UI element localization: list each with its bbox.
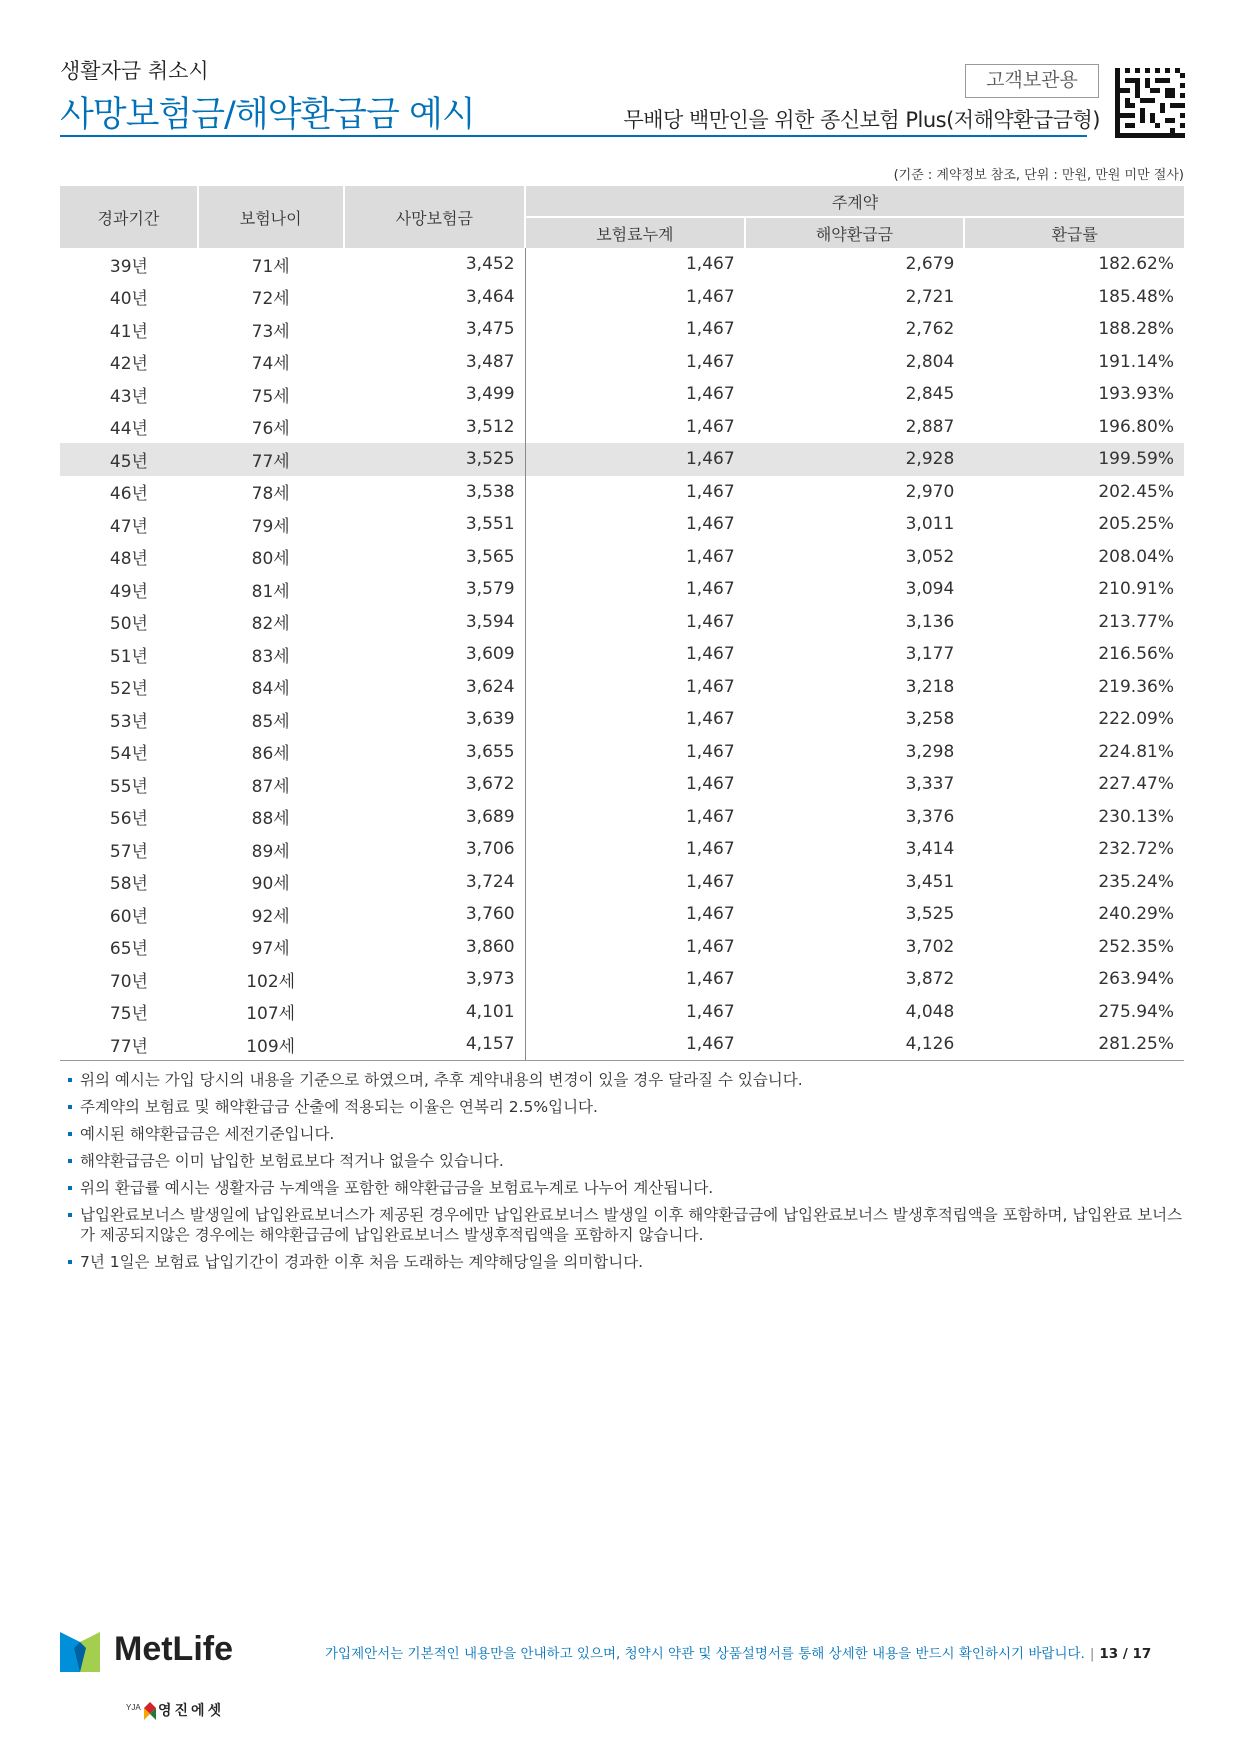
agency-name: 영진에셋	[158, 1703, 225, 1719]
disclaimer-text: 가입제안서는 기본적인 내용만을 안내하고 있으며, 청약시 약관 및 상품설명서를 통해 상세한 내용을 반드시 확인하시기 바랍니다.	[325, 1646, 1085, 1662]
cell-premium-total: 1,467	[685, 351, 735, 372]
cell-surrender-value: 2,721	[905, 286, 955, 307]
table-row	[60, 313, 1184, 346]
metlife-logo-text: MetLife	[114, 1630, 233, 1668]
table-row	[60, 898, 1184, 931]
cell-surrender-value: 2,804	[905, 351, 955, 372]
cell-death-benefit: 3,452	[344, 248, 526, 281]
header-premium-total: 보험료누계	[525, 217, 745, 248]
cell-premium-total: 1,467	[685, 514, 735, 535]
cell-surrender-value: 3,218	[905, 676, 955, 697]
cell-death-benefit: 3,499	[344, 378, 526, 411]
cell-surrender-value: 3,011	[905, 514, 955, 535]
cell-death-benefit: 3,512	[344, 411, 526, 444]
cell-refund-rate: 208.04%	[1098, 546, 1174, 567]
cell-age: 80세	[251, 549, 290, 570]
cell-premium-total: 1,467	[685, 904, 735, 925]
cell-death-benefit: 3,579	[344, 573, 526, 606]
cell-age: 97세	[251, 939, 290, 960]
cell-age: 75세	[251, 386, 290, 407]
header-surrender-value: 해약환급금	[745, 217, 965, 248]
cell-premium-total: 1,467	[685, 871, 735, 892]
note-item: 납입완료보너스 발생일에 납입완료보너스가 제공된 경우에만 납입완료보너스 발생일 이후 해약환급금에 납입완료보너스 발생후적립액을 포함하며, 납입완료 보너스가 제공되지않은 경우에는 해약환급금에 납입완료보너스 발생후적립액을 포함하지 않습니다.	[68, 1205, 1184, 1245]
cell-age: 78세	[251, 484, 290, 505]
cell-surrender-value: 3,258	[905, 709, 955, 730]
table-row	[60, 866, 1184, 899]
cell-death-benefit: 3,860	[344, 931, 526, 964]
cell-premium-total: 1,467	[685, 936, 735, 957]
cell-death-benefit: 3,525	[344, 443, 526, 476]
table-row	[60, 833, 1184, 866]
cell-surrender-value: 2,679	[905, 254, 955, 275]
cell-age: 77세	[198, 443, 344, 476]
note-item: 위의 환급률 예시는 생활자금 누계액을 포함한 해약환급금을 보험료누계로 나누어 계산됩니다.	[68, 1178, 1184, 1198]
cell-age: 74세	[251, 354, 290, 375]
cell-premium-total: 1,467	[685, 644, 735, 665]
cell-age: 107세	[246, 1004, 296, 1025]
cell-surrender-value: 3,177	[905, 644, 955, 665]
cell-refund-rate: 224.81%	[1098, 741, 1174, 762]
cell-refund-rate: 230.13%	[1098, 806, 1174, 827]
cell-refund-rate: 263.94%	[1098, 969, 1174, 990]
cell-period: 49년	[109, 581, 148, 602]
header-period: 경과기간	[60, 186, 198, 248]
table-row	[60, 573, 1184, 606]
cell-death-benefit: 3,689	[344, 801, 526, 834]
cell-premium-total: 1,467	[685, 839, 735, 860]
cell-surrender-value: 3,414	[905, 839, 955, 860]
table-body	[60, 248, 1184, 1061]
cell-premium-total: 1,467	[685, 676, 735, 697]
cell-premium-total: 1,467	[685, 254, 735, 275]
cell-surrender-value: 3,298	[905, 741, 955, 762]
table-row	[60, 346, 1184, 379]
note-item: 7년 1일은 보험료 납입기간이 경과한 이후 처음 도래하는 계약해당일을 의미합니다.	[68, 1252, 1184, 1272]
table-row	[60, 443, 1184, 476]
footer-disclaimer	[325, 1642, 1151, 1662]
cell-death-benefit: 3,464	[344, 281, 526, 314]
cell-period: 75년	[109, 1004, 148, 1025]
cell-premium-total: 1,467	[685, 741, 735, 762]
table-row	[60, 996, 1184, 1029]
table-row	[60, 281, 1184, 314]
cell-age: 73세	[251, 321, 290, 342]
cell-surrender-value: 3,094	[905, 579, 955, 600]
cell-premium-total: 1,467	[525, 443, 745, 476]
cell-age: 85세	[251, 711, 290, 732]
cell-premium-total: 1,467	[685, 319, 735, 340]
cell-refund-rate: 205.25%	[1098, 514, 1174, 535]
cell-refund-rate: 196.80%	[1098, 416, 1174, 437]
cell-surrender-value: 3,525	[905, 904, 955, 925]
cell-refund-rate: 232.72%	[1098, 839, 1174, 860]
cell-period: 56년	[109, 809, 148, 830]
cell-refund-rate: 191.14%	[1098, 351, 1174, 372]
cell-death-benefit: 3,538	[344, 476, 526, 509]
table-row	[60, 736, 1184, 769]
note-item: 해약환급금은 이미 납입한 보험료보다 적거나 없을수 있습니다.	[68, 1151, 1184, 1171]
cell-refund-rate: 193.93%	[1098, 384, 1174, 405]
table-row	[60, 671, 1184, 704]
note-item: 주계약의 보험료 및 해약환급금 산출에 적용되는 이율은 연복리 2.5%입니다.	[68, 1097, 1184, 1117]
cell-refund-rate: 185.48%	[1098, 286, 1174, 307]
cell-age: 76세	[251, 419, 290, 440]
cell-age: 92세	[251, 906, 290, 927]
cell-age: 83세	[251, 646, 290, 667]
table-row	[60, 248, 1184, 281]
table-row	[60, 931, 1184, 964]
table-row	[60, 508, 1184, 541]
page-header	[60, 55, 1184, 140]
cell-surrender-value: 2,928	[745, 443, 965, 476]
cell-refund-rate: 240.29%	[1098, 904, 1174, 925]
cell-premium-total: 1,467	[685, 1001, 735, 1022]
cell-surrender-value: 3,872	[905, 969, 955, 990]
cell-premium-total: 1,467	[525, 1028, 745, 1061]
header-refund-rate: 환급률	[964, 217, 1184, 248]
cell-age: 79세	[251, 516, 290, 537]
cell-age: 82세	[251, 614, 290, 635]
cell-refund-rate: 222.09%	[1098, 709, 1174, 730]
cell-premium-total: 1,467	[685, 481, 735, 502]
cell-death-benefit: 3,639	[344, 703, 526, 736]
cell-death-benefit: 3,475	[344, 313, 526, 346]
cell-premium-total: 1,467	[685, 709, 735, 730]
customer-copy-badge: 고객보관용	[965, 64, 1099, 98]
cell-period: 50년	[109, 614, 148, 635]
datamatrix-code-icon	[1115, 68, 1185, 138]
cell-death-benefit: 3,624	[344, 671, 526, 704]
cell-period: 45년	[60, 443, 198, 476]
cell-period: 43년	[109, 386, 148, 407]
cell-age: 71세	[251, 256, 290, 277]
header-main-contract: 주계약	[525, 186, 1184, 217]
cell-premium-total: 1,467	[685, 416, 735, 437]
benefit-table	[60, 186, 1184, 1061]
cell-period: 48년	[109, 549, 148, 570]
cell-age: 86세	[251, 744, 290, 765]
cell-surrender-value: 4,048	[905, 1001, 955, 1022]
unit-note: (기준 : 계약정보 참조, 단위 : 만원, 만원 미만 절사)	[893, 168, 1184, 183]
cell-death-benefit: 3,973	[344, 963, 526, 996]
table-row	[60, 378, 1184, 411]
cell-surrender-value: 2,845	[905, 384, 955, 405]
agency-mark-text: YJA	[126, 1703, 141, 1712]
cell-premium-total: 1,467	[685, 384, 735, 405]
cell-age: 90세	[251, 874, 290, 895]
cell-age: 102세	[246, 971, 296, 992]
cell-death-benefit: 3,655	[344, 736, 526, 769]
header-death-benefit: 사망보험금	[344, 186, 526, 248]
cell-premium-total: 1,467	[685, 579, 735, 600]
cell-surrender-value: 3,052	[905, 546, 955, 567]
table-row	[60, 476, 1184, 509]
product-name: 무배당 백만인을 위한 종신보험 Plus(저해약환급금형)	[623, 108, 1100, 132]
header-age: 보험나이	[198, 186, 344, 248]
cell-death-benefit: 3,724	[344, 866, 526, 899]
cell-period: 39년	[109, 256, 148, 277]
table-row	[60, 963, 1184, 996]
cell-death-benefit: 4,101	[344, 996, 526, 1029]
cell-death-benefit: 3,565	[344, 541, 526, 574]
cell-period: 57년	[109, 841, 148, 862]
cell-surrender-value: 4,126	[745, 1028, 965, 1061]
cell-refund-rate: 213.77%	[1098, 611, 1174, 632]
cell-premium-total: 1,467	[685, 969, 735, 990]
cell-refund-rate: 188.28%	[1098, 319, 1174, 340]
cell-age: 109세	[198, 1028, 344, 1061]
cell-death-benefit: 3,760	[344, 898, 526, 931]
cell-age: 84세	[251, 679, 290, 700]
cell-surrender-value: 3,136	[905, 611, 955, 632]
notes-list	[68, 1070, 1184, 1279]
cell-refund-rate: 227.47%	[1098, 774, 1174, 795]
cell-age: 89세	[251, 841, 290, 862]
cell-period: 44년	[109, 419, 148, 440]
page-subtitle: 생활자금 취소시	[60, 59, 209, 83]
cell-period: 40년	[109, 289, 148, 310]
cell-premium-total: 1,467	[685, 286, 735, 307]
cell-refund-rate: 182.62%	[1098, 254, 1174, 275]
cell-period: 47년	[109, 516, 148, 537]
cell-premium-total: 1,467	[685, 546, 735, 567]
cell-death-benefit: 3,594	[344, 606, 526, 639]
cell-period: 53년	[109, 711, 148, 732]
cell-period: 70년	[109, 971, 148, 992]
page-number: 13 / 17	[1099, 1646, 1152, 1662]
note-item: 위의 예시는 가입 당시의 내용을 기준으로 하였으며, 추후 계약내용의 변경이 있을 경우 달라질 수 있습니다.	[68, 1070, 1184, 1090]
title-underline	[60, 135, 1087, 137]
cell-death-benefit: 3,551	[344, 508, 526, 541]
cell-period: 77년	[60, 1028, 198, 1061]
cell-period: 52년	[109, 679, 148, 700]
cell-refund-rate: 216.56%	[1098, 644, 1174, 665]
cell-death-benefit: 3,672	[344, 768, 526, 801]
cell-surrender-value: 3,451	[905, 871, 955, 892]
note-item: 예시된 해약환급금은 세전기준입니다.	[68, 1124, 1184, 1144]
table-row	[60, 638, 1184, 671]
cell-age: 88세	[251, 809, 290, 830]
cell-death-benefit: 3,609	[344, 638, 526, 671]
cell-period: 42년	[109, 354, 148, 375]
cell-surrender-value: 2,970	[905, 481, 955, 502]
cell-age: 87세	[251, 776, 290, 797]
cell-period: 58년	[109, 874, 148, 895]
cell-refund-rate: 219.36%	[1098, 676, 1174, 697]
cell-age: 72세	[251, 289, 290, 310]
table-row	[60, 606, 1184, 639]
cell-refund-rate: 252.35%	[1098, 936, 1174, 957]
cell-surrender-value: 3,376	[905, 806, 955, 827]
cell-refund-rate: 202.45%	[1098, 481, 1174, 502]
table-row	[60, 768, 1184, 801]
cell-death-benefit: 3,487	[344, 346, 526, 379]
cell-surrender-value: 2,887	[905, 416, 955, 437]
cell-premium-total: 1,467	[685, 611, 735, 632]
cell-period: 41년	[109, 321, 148, 342]
cell-period: 51년	[109, 646, 148, 667]
cell-period: 55년	[109, 776, 148, 797]
table-row	[60, 411, 1184, 444]
cell-death-benefit: 4,157	[344, 1028, 526, 1061]
page-title: 사망보험금/해약환급금 예시	[60, 95, 475, 135]
table-row	[60, 541, 1184, 574]
footer-separator: |	[1089, 1646, 1095, 1662]
cell-period: 65년	[109, 939, 148, 960]
table-row	[60, 1028, 1184, 1061]
cell-surrender-value: 3,702	[905, 936, 955, 957]
cell-refund-rate: 199.59%	[964, 443, 1184, 476]
cell-refund-rate: 275.94%	[1098, 1001, 1174, 1022]
cell-surrender-value: 3,337	[905, 774, 955, 795]
cell-period: 46년	[109, 484, 148, 505]
cell-premium-total: 1,467	[685, 774, 735, 795]
table-row	[60, 801, 1184, 834]
page-footer	[60, 1628, 1184, 1738]
cell-refund-rate: 210.91%	[1098, 579, 1174, 600]
cell-period: 54년	[109, 744, 148, 765]
cell-death-benefit: 3,706	[344, 833, 526, 866]
cell-age: 81세	[251, 581, 290, 602]
cell-surrender-value: 2,762	[905, 319, 955, 340]
table-row	[60, 703, 1184, 736]
cell-period: 60년	[109, 906, 148, 927]
cell-refund-rate: 281.25%	[964, 1028, 1184, 1061]
cell-premium-total: 1,467	[685, 806, 735, 827]
cell-refund-rate: 235.24%	[1098, 871, 1174, 892]
